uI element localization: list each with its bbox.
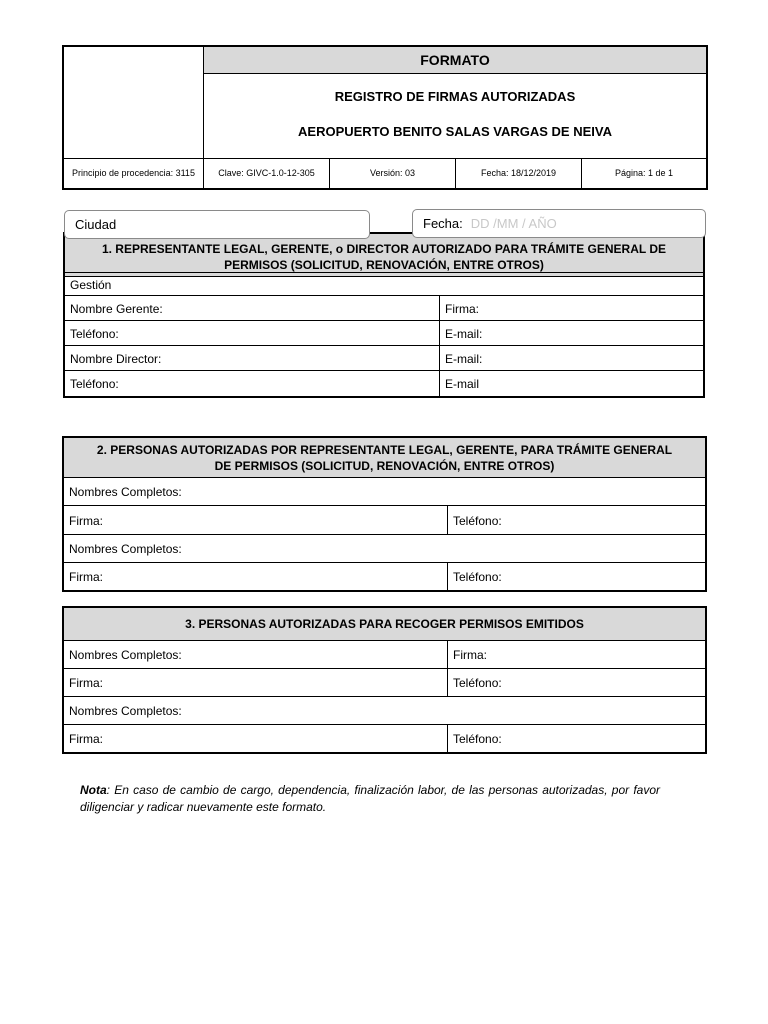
version-cell: Versión: 03	[330, 159, 456, 188]
format-label: FORMATO	[204, 47, 706, 74]
gestion-label[interactable]: Gestión	[70, 277, 112, 292]
nombres-completos-field[interactable]: Nombres Completos:	[69, 542, 182, 556]
email-gerente-field[interactable]: E-mail:	[439, 321, 703, 346]
section2-title: 2. PERSONAS AUTORIZADAS POR REPRESENTANTE LEGAL, GERENTE, PARA TRÁMITE GENERAL DE PERMISOS (SOLICITUD, RENOVACIÓN, ENTRE OTROS)	[64, 438, 705, 478]
logo-area	[64, 47, 204, 158]
firma-field[interactable]: Firma:	[69, 513, 103, 528]
telefono-field[interactable]: Teléfono:	[447, 563, 705, 591]
clave-cell: Clave: GIVC-1.0-12-305	[204, 159, 330, 188]
telefono-gerente-field[interactable]: Teléfono:	[70, 326, 119, 341]
email-director-field[interactable]: E-mail:	[439, 346, 703, 371]
table-row	[64, 477, 705, 506]
table-row	[64, 724, 705, 753]
table-row	[64, 668, 705, 697]
section1-table	[63, 232, 705, 398]
gestion-row	[65, 272, 703, 296]
principio-cell: Principio de procedencia: 3115	[64, 159, 204, 188]
telefono-director-field[interactable]: Teléfono:	[70, 377, 119, 391]
ciudad-field[interactable]	[64, 210, 370, 239]
nombres-completos-field[interactable]: Nombres Completos:	[69, 648, 182, 662]
table-row	[64, 505, 705, 535]
telefono-field[interactable]: Teléfono:	[447, 725, 705, 753]
metadata-row	[64, 158, 706, 188]
note-text: : En caso de cambio de cargo, dependencia, finalización labor, de las personas autorizadas, por favor diligenciar y radicar nuevamente este formato.	[80, 783, 660, 814]
note-label: Nota	[80, 783, 107, 797]
table-row	[65, 370, 703, 397]
fecha-field[interactable]	[412, 209, 706, 238]
section3-table	[62, 606, 707, 754]
table-row	[64, 562, 705, 591]
pagina-cell: Página: 1 de 1	[614, 168, 674, 179]
fecha-label: Fecha:	[423, 216, 463, 231]
note-paragraph	[80, 782, 660, 816]
fecha-placeholder: DD /MM / AÑO	[470, 216, 557, 231]
nombre-director-field[interactable]: Nombre Director:	[70, 351, 162, 366]
document-title: REGISTRO DE FIRMAS AUTORIZADAS	[334, 89, 576, 104]
nombre-gerente-field[interactable]: Nombre Gerente:	[70, 301, 163, 316]
document-header	[62, 45, 708, 190]
table-row	[65, 345, 703, 371]
nombres-completos-field[interactable]: Nombres Completos:	[69, 485, 182, 499]
section3-title: 3. PERSONAS AUTORIZADAS PARA RECOGER PERMISOS EMITIDOS	[64, 608, 705, 641]
fecha-cell: Fecha: 18/12/2019	[456, 159, 582, 188]
table-row	[65, 320, 703, 346]
section2-table	[62, 436, 707, 592]
ciudad-label: Ciudad	[75, 217, 117, 232]
firma-field[interactable]: Firma:	[69, 570, 103, 584]
email-director-2-field[interactable]: E-mail	[439, 371, 703, 397]
firma-field[interactable]: Firma:	[447, 641, 705, 669]
telefono-field[interactable]: Teléfono:	[447, 669, 705, 697]
table-row	[64, 640, 705, 669]
section1-title: 1. REPRESENTANTE LEGAL, GERENTE, o DIRECTOR AUTORIZADO PARA TRÁMITE GENERAL DE PERMISOS (SOLICITUD, RENOVACIÓN, ENTRE OTROS)	[65, 234, 703, 277]
firma-gerente-field[interactable]: Firma:	[439, 296, 703, 321]
firma-field[interactable]: Firma:	[69, 732, 103, 746]
table-row	[64, 534, 705, 563]
document-subtitle: AEROPUERTO BENITO SALAS VARGAS DE NEIVA	[298, 124, 612, 139]
telefono-field[interactable]: Teléfono:	[447, 506, 705, 535]
table-row	[65, 295, 703, 321]
firma-field[interactable]: Firma:	[69, 676, 103, 690]
table-row	[64, 696, 705, 725]
nombres-completos-field[interactable]: Nombres Completos:	[69, 704, 182, 718]
